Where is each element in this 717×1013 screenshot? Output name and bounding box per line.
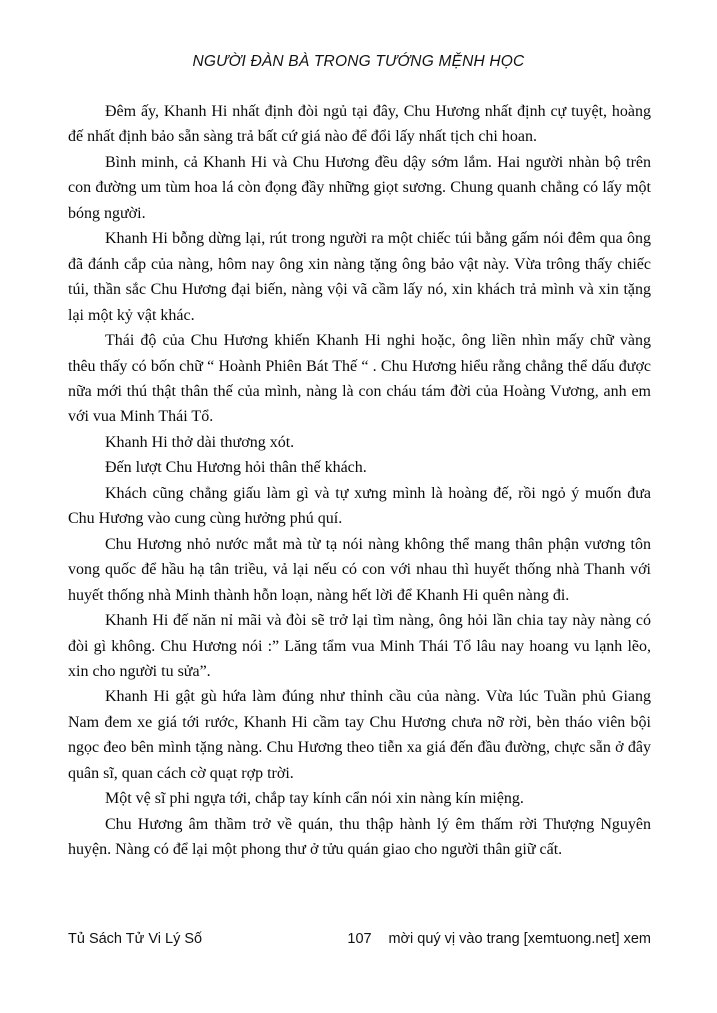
paragraph: Khanh Hi gật gù hứa làm đúng như thỉnh cầu của nàng. Vừa lúc Tuần phủ Giang Nam đem xe giá tới rước, Khanh Hi cầm tay Chu Hương chưa nỡ rời, bèn tháo viên bội ngọc đeo bên mình tặng nàng. Chu Hương theo tiễn xa giá đến đầu đường, chực sẵn ở đây quân sĩ, quan cách cờ quạt rợp trời. (68, 688, 651, 782)
page-footer (68, 931, 651, 947)
footer-page-number: 107 (347, 931, 372, 947)
paragraph: Đến lượt Chu Hương hỏi thân thế khách. (105, 459, 367, 477)
paragraph: Khanh Hi đế năn nỉ mãi và đòi sẽ trở lại tìm nàng, ông hỏi lần chia tay này nàng có đòi gì không. Chu Hương nói :” Lăng tẩm vua Minh Thái Tổ lâu nay hoang vu lạnh lẽo, xin cho người tu sửa”. (68, 612, 651, 680)
paragraph: Khanh Hi thở dài thương xót. (105, 433, 295, 451)
paragraph: Chu Hương nhỏ nước mắt mà từ tạ nói nàng không thể mang thân phận vương tôn vong quốc để hầu hạ tân triều, vả lại nếu có con với nhau thì huyết thống nhà Thanh với huyết thống nhà Minh thành hỗn loạn, nàng hết lời để Khanh Hi quên nàng đi. (68, 535, 651, 604)
footer-website-note: mời quý vị vào trang [xemtuong.net] xem (388, 931, 652, 947)
paragraph: Một vệ sĩ phi ngựa tới, chắp tay kính cẩn nói xin nàng kín miệng. (105, 790, 524, 808)
paragraph: Khanh Hi bỗng dừng lại, rút trong người ra một chiếc túi bằng gấm nói đêm qua ông đã đánh cắp của nàng, hôm nay ông xin nàng tặng ông bảo vật này. Vừa trông thấy chiếc túi, thần sắc Chu Hương đại biến, nàng vội vã cầm lấy nó, xin khách trả mình và xin tặng lại một kỷ vật khác. (68, 230, 651, 324)
paragraph: Bình minh, cả Khanh Hi và Chu Hương đều dậy sớm lắm. Hai người nhàn bộ trên con đường um tùm hoa lá còn đọng đầy những giọt sương. Chung quanh chẳng có lấy một bóng người. (68, 153, 651, 222)
page-title: NGƯỜI ĐÀN BÀ TRONG TƯỚNG MỆNH HỌC (192, 53, 525, 70)
paragraph: Thái độ của Chu Hương khiến Khanh Hi nghi hoặc, ông liền nhìn mấy chữ vàng thêu thấy có bốn chữ “ Hoành Phiên Bát Thế “ . Chu Hương hiểu rằng chẳng thể dấu được nữa mới thú thật thân thế của mình, nàng là con cháu tám đời của Hoàng Vương, anh em với vua Minh Thái Tổ. (68, 332, 651, 426)
body-text (68, 99, 651, 863)
paragraph: Khách cũng chẳng giấu làm gì và tự xưng mình là hoàng đế, rồi ngỏ ý muốn đưa Chu Hương vào cung cùng hưởng phú quí. (68, 484, 651, 528)
paragraph: Đêm ấy, Khanh Hi nhất định đòi ngủ tại đây, Chu Hương nhất định cự tuyệt, hoàng đế nhất định bảo sẵn sàng trả bất cứ giá nào để đổi lấy nhất tịch chi hoan. (68, 103, 651, 146)
paragraph: Chu Hương âm thầm trở về quán, thu thập hành lý êm thấm rời Thượng Nguyên huyện. Nàng có để lại một phong thư ở tửu quán giao cho người thân giữ cất. (68, 815, 651, 859)
footer-series-title: Tủ Sách Tử Vi Lý Số (68, 931, 203, 947)
